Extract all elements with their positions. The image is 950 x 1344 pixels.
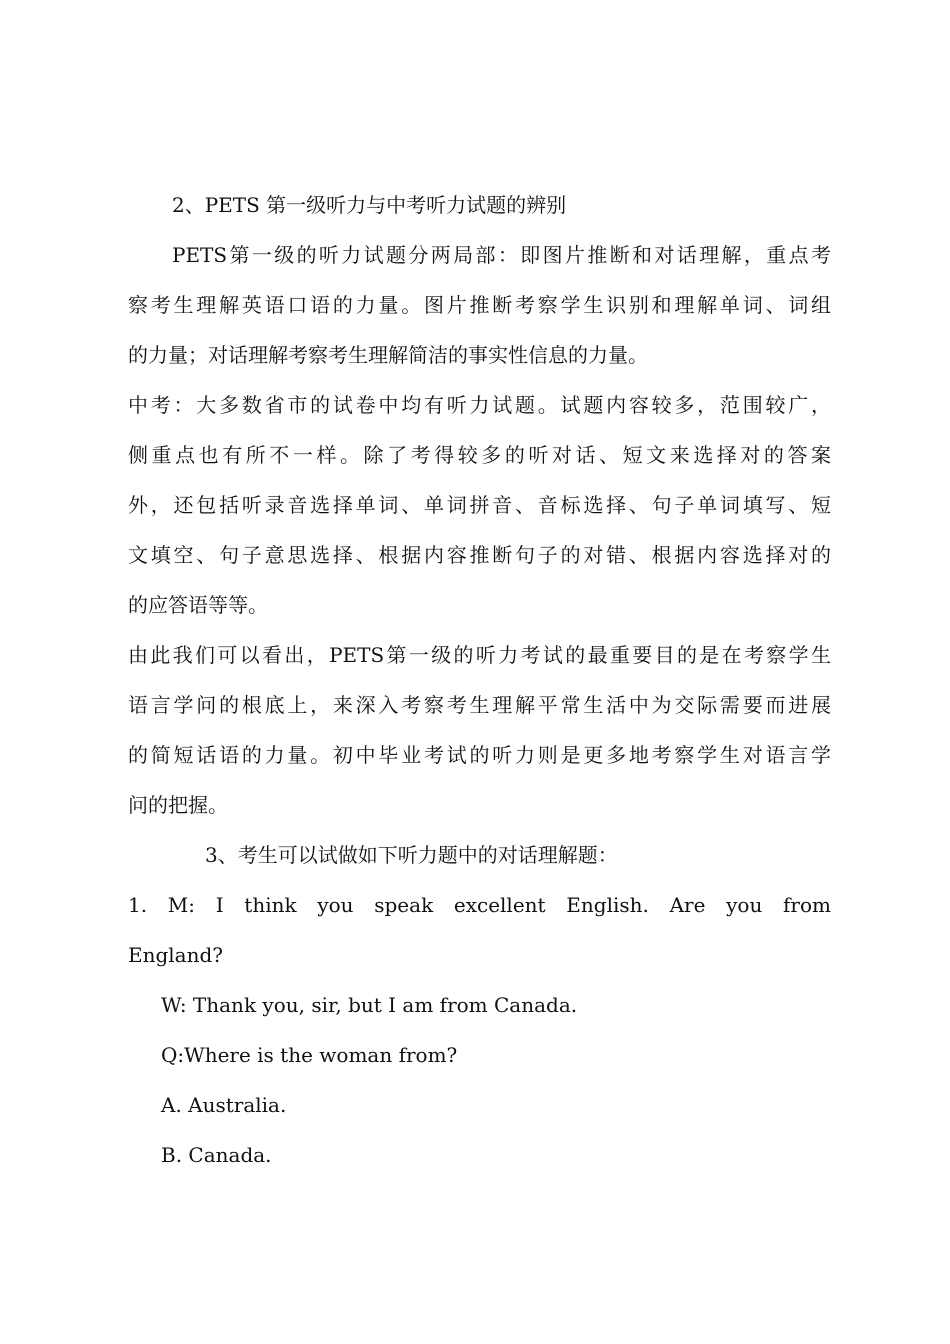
- document-page: [128, 180, 831, 1180]
- paragraph-line: 外，还包括听录音选择单词、单词拼音、音标选择、句子单词填写、短: [128, 493, 831, 517]
- paragraph-line: 的简短话语的力量。初中毕业考试的听力则是更多地考察学生对语言学: [128, 743, 831, 767]
- question-1: [128, 880, 831, 1180]
- question-woman-line: W: Thank you, sir, but I am from Canada.: [161, 993, 578, 1017]
- pets-paragraph: [128, 230, 831, 380]
- paragraph-line: 语言学问的根底上，来深入考察考生理解平常生活中为交际需要而进展: [128, 693, 831, 717]
- section-2-heading: 2、PETS 第一级听力与中考听力试题的辨别: [172, 193, 567, 217]
- paragraph-line: 由此我们可以看出，PETS第一级的听力考试的最重要目的是在考察学生: [128, 643, 831, 667]
- section-3-heading: 3、考生可以试做如下听力题中的对话理解题：: [205, 843, 618, 867]
- option-a: A. Australia.: [161, 1093, 287, 1117]
- conclusion-paragraph: [128, 630, 831, 830]
- paragraph-line: 察考生理解英语口语的力量。图片推断考察学生识别和理解单词、词组: [128, 293, 831, 317]
- paragraph-line: PETS第一级的听力试题分两局部：即图片推断和对话理解，重点考: [172, 243, 831, 267]
- paragraph-line: 问的把握。: [128, 793, 228, 817]
- paragraph-line: 侧重点也有所不一样。除了考得较多的听对话、短文来选择对的答案: [128, 443, 831, 467]
- zhongkao-paragraph: [128, 380, 831, 630]
- option-b: B. Canada.: [161, 1143, 272, 1167]
- paragraph-line: 中考：大多数省市的试卷中均有听力试题。试题内容较多，范围较广，: [128, 393, 831, 417]
- paragraph-line: 的力量；对话理解考察考生理解简洁的事实性信息的力量。: [128, 343, 648, 367]
- paragraph-line: 的应答语等等。: [128, 593, 268, 617]
- question-man-line-continued: England?: [128, 943, 224, 967]
- question-prompt: Q:Where is the woman from?: [161, 1043, 458, 1067]
- question-man-line: 1. M: I think you speak excellent English. Are you from: [128, 893, 831, 917]
- paragraph-line: 文填空、句子意思选择、根据内容推断句子的对错、根据内容选择对的: [128, 543, 831, 567]
